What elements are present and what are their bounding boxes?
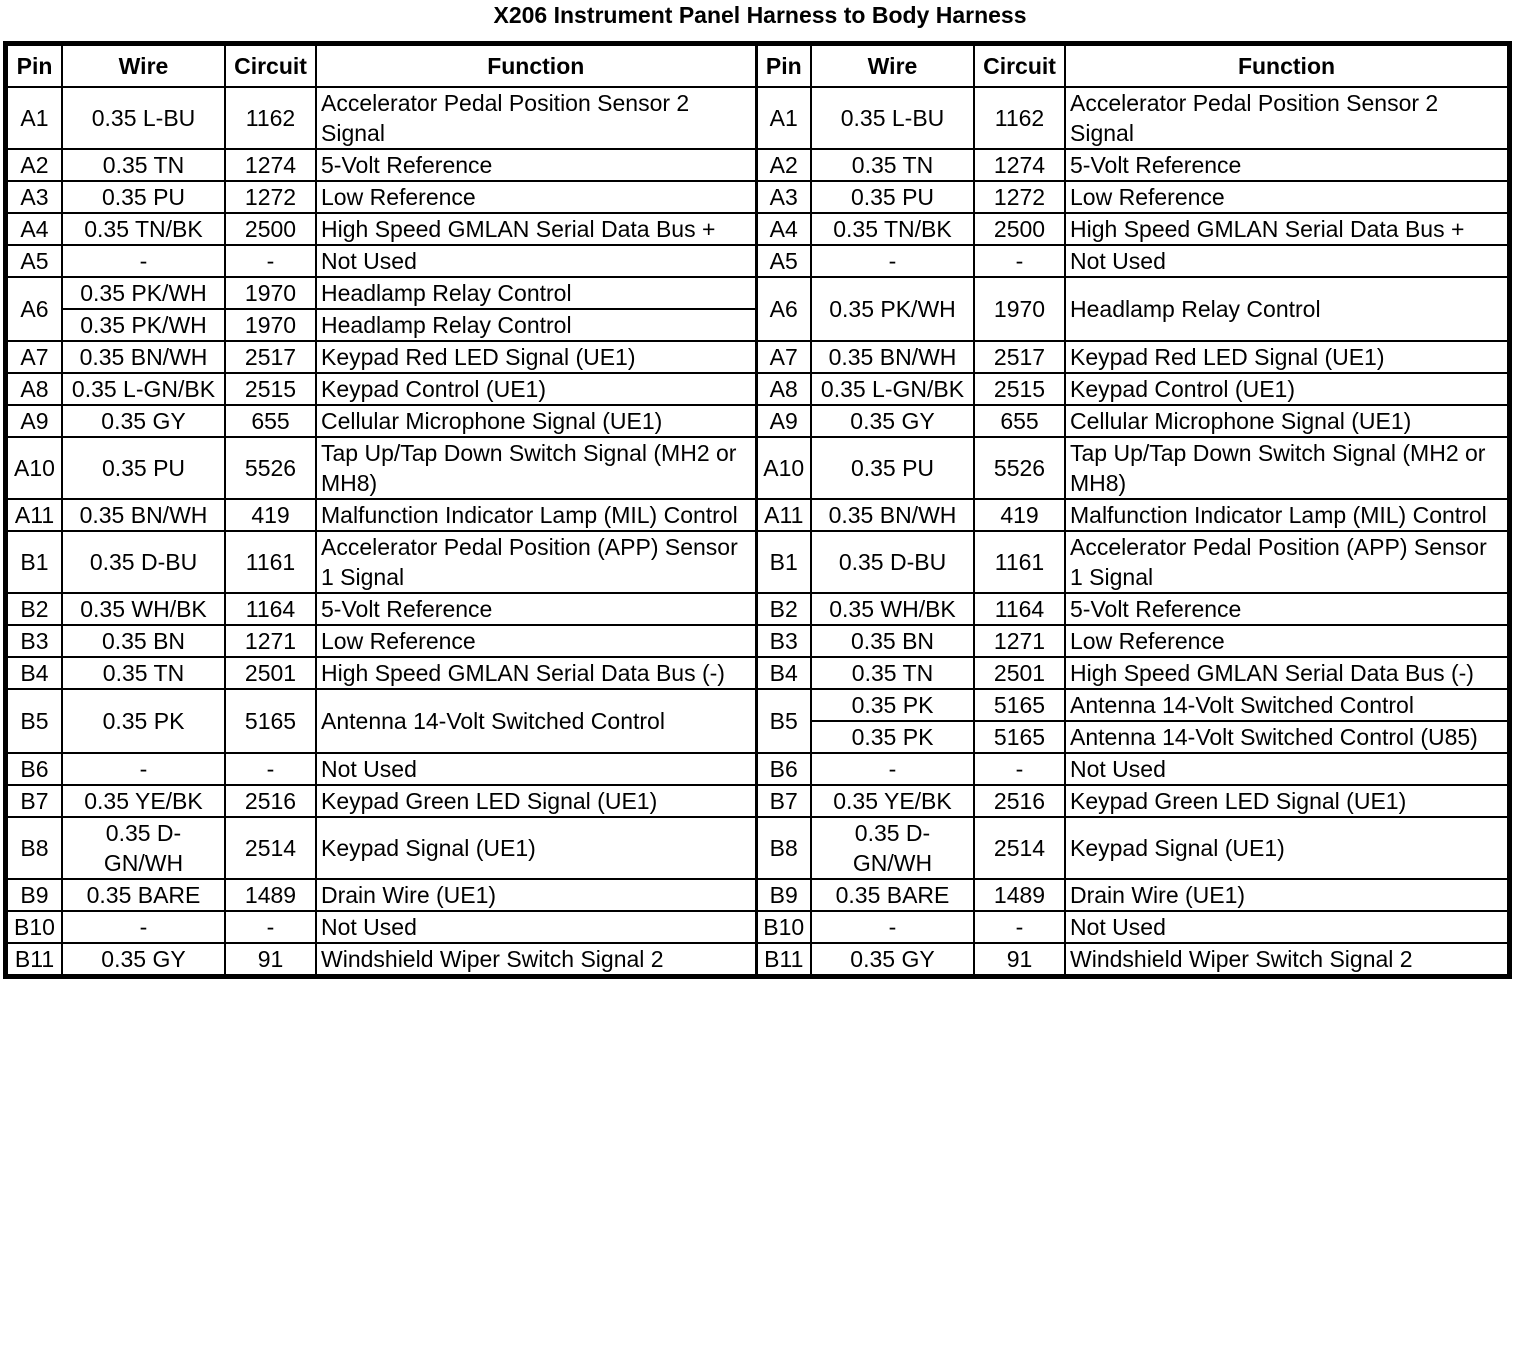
cell-function: Keypad Green LED Signal (UE1): [316, 785, 756, 817]
cell-function: Not Used: [1065, 245, 1508, 277]
cell-circuit: 419: [974, 499, 1065, 531]
cell-pin: B7: [7, 785, 62, 817]
cell-function: Low Reference: [1065, 625, 1508, 657]
cell-function: Keypad Green LED Signal (UE1): [1065, 785, 1508, 817]
cell-function: Low Reference: [316, 181, 756, 213]
cell-wire: 0.35 TN: [62, 149, 225, 181]
cell-function: Antenna 14-Volt Switched Control: [316, 689, 756, 753]
cell-pin: B8: [7, 817, 62, 879]
cell-wire: 0.35 TN: [811, 149, 974, 181]
cell-circuit: 1271: [225, 625, 316, 657]
cell-wire: -: [62, 753, 225, 785]
cell-wire: 0.35 PK: [62, 689, 225, 753]
table-row: [7, 149, 1508, 181]
cell-wire: -: [62, 245, 225, 277]
table-row: [7, 911, 1508, 943]
table-row: [7, 245, 1508, 277]
cell-circuit: 1161: [974, 531, 1065, 593]
cell-circuit: 2501: [225, 657, 316, 689]
cell-wire: 0.35 L-GN/BK: [811, 373, 974, 405]
header-wire: Wire: [62, 45, 225, 87]
cell-function: 5-Volt Reference: [1065, 593, 1508, 625]
cell-wire: 0.35 TN: [62, 657, 225, 689]
cell-wire: 0.35 D-GN/WH: [62, 817, 225, 879]
cell-pin: B11: [756, 943, 811, 975]
cell-circuit: -: [974, 911, 1065, 943]
cell-function: Keypad Signal (UE1): [1065, 817, 1508, 879]
cell-wire: 0.35 TN/BK: [62, 213, 225, 245]
cell-wire: 0.35 GY: [62, 943, 225, 975]
cell-wire: 0.35 PK: [811, 721, 974, 753]
table-row: [7, 499, 1508, 531]
cell-function: Headlamp Relay Control: [316, 309, 756, 341]
cell-function: Accelerator Pedal Position Sensor 2 Signal: [1065, 87, 1508, 149]
cell-function: Windshield Wiper Switch Signal 2: [316, 943, 756, 975]
cell-pin: B8: [756, 817, 811, 879]
cell-wire: 0.35 PU: [811, 437, 974, 499]
header-row: [7, 45, 1508, 87]
cell-pin: B5: [7, 689, 62, 753]
cell-circuit: 2516: [974, 785, 1065, 817]
cell-pin: A1: [756, 87, 811, 149]
cell-function: Not Used: [1065, 753, 1508, 785]
cell-function: Accelerator Pedal Position (APP) Sensor 1 Signal: [316, 531, 756, 593]
cell-circuit: 2515: [225, 373, 316, 405]
cell-circuit: 2516: [225, 785, 316, 817]
table-row: [7, 785, 1508, 817]
cell-wire: 0.35 GY: [62, 405, 225, 437]
cell-function: Keypad Control (UE1): [1065, 373, 1508, 405]
cell-wire: 0.35 WH/BK: [811, 593, 974, 625]
cell-pin: B10: [7, 911, 62, 943]
header-circuit: Circuit: [225, 45, 316, 87]
cell-function: High Speed GMLAN Serial Data Bus (-): [1065, 657, 1508, 689]
cell-circuit: 1970: [225, 277, 316, 309]
table-row: [7, 753, 1508, 785]
cell-circuit: 2500: [974, 213, 1065, 245]
cell-circuit: 1489: [974, 879, 1065, 911]
cell-wire: -: [811, 753, 974, 785]
cell-wire: 0.35 BARE: [811, 879, 974, 911]
cell-pin: B10: [756, 911, 811, 943]
cell-wire: 0.35 YE/BK: [62, 785, 225, 817]
header-pin: Pin: [7, 45, 62, 87]
cell-pin: B9: [756, 879, 811, 911]
table-row: [7, 341, 1508, 373]
cell-function: Malfunction Indicator Lamp (MIL) Control: [1065, 499, 1508, 531]
cell-pin: A4: [7, 213, 62, 245]
cell-pin: B1: [756, 531, 811, 593]
cell-pin: A9: [7, 405, 62, 437]
cell-function: Antenna 14-Volt Switched Control (U85): [1065, 721, 1508, 753]
cell-circuit: 91: [225, 943, 316, 975]
cell-function: Drain Wire (UE1): [1065, 879, 1508, 911]
cell-circuit: 1164: [225, 593, 316, 625]
cell-wire: 0.35 BN: [811, 625, 974, 657]
cell-function: Windshield Wiper Switch Signal 2: [1065, 943, 1508, 975]
cell-wire: -: [811, 245, 974, 277]
cell-circuit: 2500: [225, 213, 316, 245]
cell-wire: 0.35 D-BU: [62, 531, 225, 593]
cell-pin: A8: [7, 373, 62, 405]
cell-wire: 0.35 PU: [62, 181, 225, 213]
cell-function: Accelerator Pedal Position (APP) Sensor 1 Signal: [1065, 531, 1508, 593]
cell-function: Headlamp Relay Control: [1065, 277, 1508, 341]
cell-wire: 0.35 TN/BK: [811, 213, 974, 245]
cell-pin: B9: [7, 879, 62, 911]
cell-circuit: 2514: [225, 817, 316, 879]
cell-pin: A5: [756, 245, 811, 277]
cell-circuit: 1274: [974, 149, 1065, 181]
cell-function: High Speed GMLAN Serial Data Bus (-): [316, 657, 756, 689]
cell-pin: A8: [756, 373, 811, 405]
table-row: [7, 213, 1508, 245]
table-row: [7, 817, 1508, 879]
cell-function: Cellular Microphone Signal (UE1): [316, 405, 756, 437]
cell-circuit: 5165: [974, 689, 1065, 721]
cell-circuit: 5165: [974, 721, 1065, 753]
cell-pin: A2: [756, 149, 811, 181]
cell-circuit: 1272: [225, 181, 316, 213]
table-row: [7, 277, 1508, 309]
cell-pin: B3: [7, 625, 62, 657]
cell-function: Keypad Control (UE1): [316, 373, 756, 405]
cell-pin: B11: [7, 943, 62, 975]
cell-wire: 0.35 L-GN/BK: [62, 373, 225, 405]
cell-circuit: 2501: [974, 657, 1065, 689]
cell-function: High Speed GMLAN Serial Data Bus +: [1065, 213, 1508, 245]
table-row: [7, 531, 1508, 593]
table-row: [7, 87, 1508, 149]
cell-pin: A9: [756, 405, 811, 437]
cell-circuit: 5165: [225, 689, 316, 753]
table-row: [7, 181, 1508, 213]
header-function: Function: [1065, 45, 1508, 87]
cell-wire: 0.35 PU: [62, 437, 225, 499]
cell-circuit: 419: [225, 499, 316, 531]
cell-function: Antenna 14-Volt Switched Control: [1065, 689, 1508, 721]
cell-circuit: 1489: [225, 879, 316, 911]
cell-pin: A5: [7, 245, 62, 277]
cell-function: Keypad Red LED Signal (UE1): [1065, 341, 1508, 373]
cell-pin: A2: [7, 149, 62, 181]
cell-circuit: -: [225, 245, 316, 277]
cell-pin: A7: [756, 341, 811, 373]
page-title: X206 Instrument Panel Harness to Body Harness: [493, 2, 1027, 28]
table-row: [7, 593, 1508, 625]
cell-wire: 0.35 PU: [811, 181, 974, 213]
cell-pin: B6: [7, 753, 62, 785]
cell-wire: 0.35 L-BU: [62, 87, 225, 149]
cell-function: Keypad Red LED Signal (UE1): [316, 341, 756, 373]
cell-pin: A3: [7, 181, 62, 213]
cell-wire: 0.35 PK/WH: [811, 277, 974, 341]
cell-pin: A4: [756, 213, 811, 245]
cell-wire: 0.35 BN/WH: [62, 341, 225, 373]
cell-pin: B4: [756, 657, 811, 689]
cell-circuit: 1164: [974, 593, 1065, 625]
cell-pin: B3: [756, 625, 811, 657]
cell-circuit: 1162: [974, 87, 1065, 149]
cell-function: Not Used: [316, 911, 756, 943]
cell-function: Drain Wire (UE1): [316, 879, 756, 911]
cell-pin: A3: [756, 181, 811, 213]
cell-circuit: 655: [225, 405, 316, 437]
cell-wire: 0.35 PK: [811, 689, 974, 721]
cell-function: Keypad Signal (UE1): [316, 817, 756, 879]
cell-function: Tap Up/Tap Down Switch Signal (MH2 or MH8): [1065, 437, 1508, 499]
cell-pin: A7: [7, 341, 62, 373]
cell-pin: B7: [756, 785, 811, 817]
cell-circuit: 1161: [225, 531, 316, 593]
cell-wire: 0.35 WH/BK: [62, 593, 225, 625]
cell-function: High Speed GMLAN Serial Data Bus +: [316, 213, 756, 245]
cell-circuit: 1162: [225, 87, 316, 149]
header-function: Function: [316, 45, 756, 87]
header-wire: Wire: [811, 45, 974, 87]
cell-function: Cellular Microphone Signal (UE1): [1065, 405, 1508, 437]
cell-pin: B6: [756, 753, 811, 785]
cell-circuit: 1970: [974, 277, 1065, 341]
cell-circuit: -: [974, 245, 1065, 277]
table-row: [7, 879, 1508, 911]
header-pin: Pin: [756, 45, 811, 87]
cell-function: Headlamp Relay Control: [316, 277, 756, 309]
cell-wire: -: [811, 911, 974, 943]
cell-pin: A10: [756, 437, 811, 499]
cell-pin: A11: [756, 499, 811, 531]
connector-table: [6, 44, 1509, 976]
cell-function: Accelerator Pedal Position Sensor 2 Signal: [316, 87, 756, 149]
cell-circuit: 1272: [974, 181, 1065, 213]
cell-pin: A6: [7, 277, 62, 341]
cell-function: Not Used: [316, 245, 756, 277]
cell-function: Malfunction Indicator Lamp (MIL) Control: [316, 499, 756, 531]
cell-circuit: 1274: [225, 149, 316, 181]
cell-function: 5-Volt Reference: [316, 593, 756, 625]
cell-pin: A11: [7, 499, 62, 531]
cell-pin: B2: [7, 593, 62, 625]
cell-wire: 0.35 PK/WH: [62, 277, 225, 309]
cell-circuit: 1271: [974, 625, 1065, 657]
cell-circuit: -: [225, 911, 316, 943]
cell-circuit: 2515: [974, 373, 1065, 405]
cell-pin: A6: [756, 277, 811, 341]
cell-wire: 0.35 TN: [811, 657, 974, 689]
cell-circuit: -: [225, 753, 316, 785]
cell-function: Low Reference: [1065, 181, 1508, 213]
cell-function: Low Reference: [316, 625, 756, 657]
cell-wire: 0.35 YE/BK: [811, 785, 974, 817]
cell-circuit: 2517: [974, 341, 1065, 373]
cell-function: Not Used: [316, 753, 756, 785]
cell-circuit: 91: [974, 943, 1065, 975]
cell-function: Not Used: [1065, 911, 1508, 943]
header-circuit: Circuit: [974, 45, 1065, 87]
cell-wire: 0.35 L-BU: [811, 87, 974, 149]
cell-wire: 0.35 GY: [811, 405, 974, 437]
cell-wire: 0.35 BN/WH: [811, 341, 974, 373]
cell-wire: 0.35 GY: [811, 943, 974, 975]
cell-wire: 0.35 D-BU: [811, 531, 974, 593]
table-row: [7, 373, 1508, 405]
table-row: [7, 625, 1508, 657]
cell-wire: 0.35 BARE: [62, 879, 225, 911]
cell-circuit: -: [974, 753, 1065, 785]
cell-circuit: 5526: [225, 437, 316, 499]
cell-function: Tap Up/Tap Down Switch Signal (MH2 or MH8): [316, 437, 756, 499]
table-row: [7, 689, 1508, 721]
cell-wire: -: [62, 911, 225, 943]
cell-function: 5-Volt Reference: [316, 149, 756, 181]
table-row: [7, 943, 1508, 975]
cell-pin: A1: [7, 87, 62, 149]
cell-circuit: 655: [974, 405, 1065, 437]
cell-circuit: 1970: [225, 309, 316, 341]
cell-wire: 0.35 PK/WH: [62, 309, 225, 341]
table-row: [7, 437, 1508, 499]
cell-wire: 0.35 BN/WH: [811, 499, 974, 531]
table-row: [7, 657, 1508, 689]
cell-circuit: 2517: [225, 341, 316, 373]
cell-circuit: 5526: [974, 437, 1065, 499]
cell-wire: 0.35 BN/WH: [62, 499, 225, 531]
cell-wire: 0.35 D-GN/WH: [811, 817, 974, 879]
cell-pin: B5: [756, 689, 811, 753]
cell-wire: 0.35 BN: [62, 625, 225, 657]
cell-circuit: 2514: [974, 817, 1065, 879]
cell-pin: A10: [7, 437, 62, 499]
cell-pin: B1: [7, 531, 62, 593]
table-row: [7, 405, 1508, 437]
cell-pin: B2: [756, 593, 811, 625]
cell-pin: B4: [7, 657, 62, 689]
cell-function: 5-Volt Reference: [1065, 149, 1508, 181]
